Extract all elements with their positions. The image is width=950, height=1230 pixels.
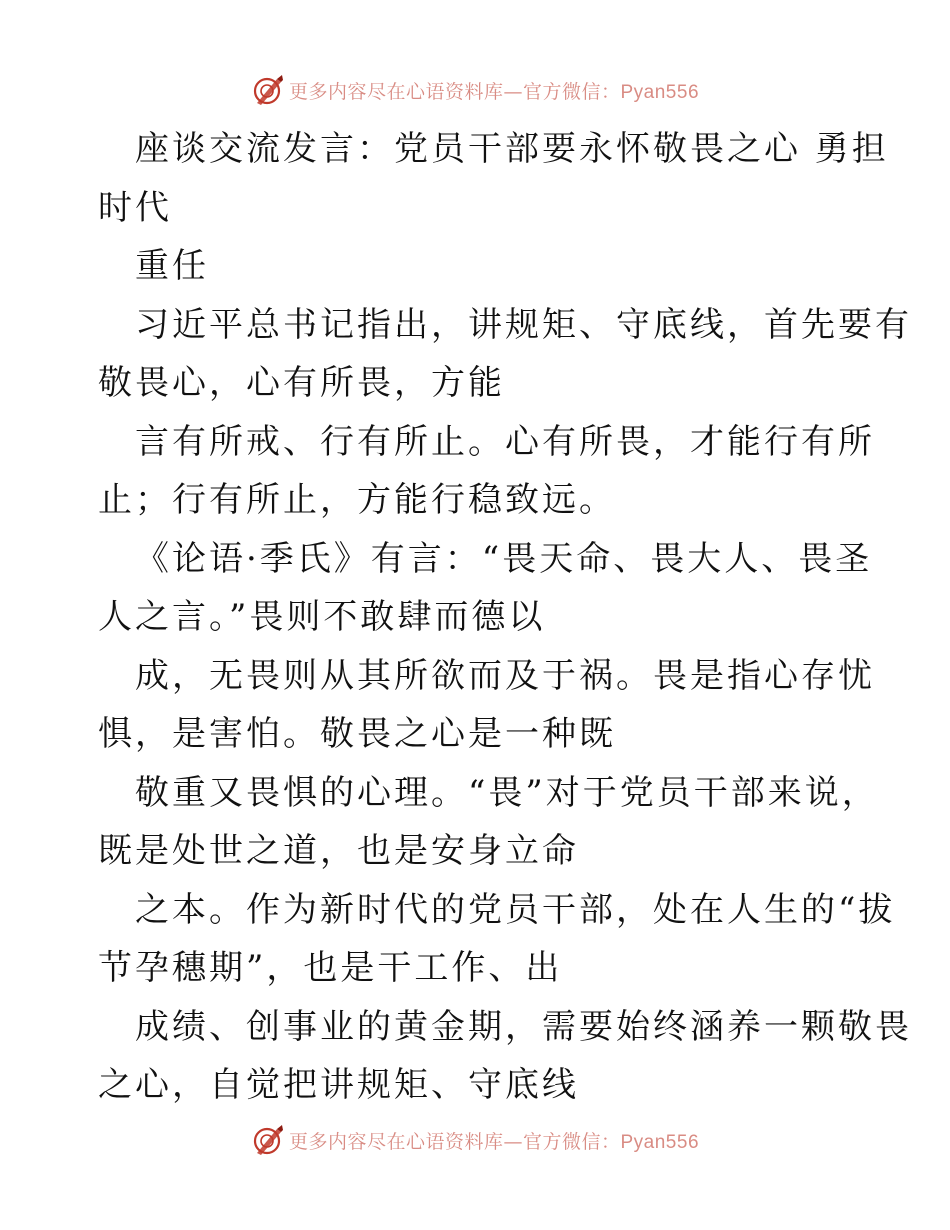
pen-logo-icon: [251, 1123, 285, 1157]
text-line: 成绩、创事业的黄金期，需要始终涵养一颗敬畏: [135, 1006, 912, 1047]
text-line: 习近平总书记指出，讲规矩、守底线，首先要有: [135, 304, 912, 345]
text-line: 止；行有所止，方能行稳致远。: [98, 480, 616, 520]
text-line: 惧，是害怕。敬畏之心是一种既: [98, 714, 616, 754]
text-line: 言有所戒、行有所止。心有所畏，才能行有所: [135, 421, 875, 462]
text-line: 之本。作为新时代的党员干部，处在人生的“拔: [135, 889, 896, 930]
document-body: [98, 120, 912, 1115]
text-line: 既是处世之道，也是安身立命: [98, 831, 579, 871]
text-line: 人之言。”畏则不敢肆而德以: [98, 597, 546, 637]
header-watermark: [0, 70, 950, 110]
pen-logo-icon: [251, 73, 285, 107]
footer-watermark: [0, 1120, 950, 1160]
text-line: 敬畏心，心有所畏，方能: [98, 363, 505, 403]
text-line: 座谈交流发言：党员干部要永怀敬畏之心 勇担: [135, 129, 889, 169]
text-line: 敬重又畏惧的心理。“畏”对于党员干部来说，: [135, 772, 879, 813]
text-line: 《论语·季氏》有言：“畏天命、畏大人、畏圣: [135, 538, 873, 579]
text-line: 之心，自觉把讲规矩、守底线: [98, 1065, 579, 1105]
watermark-text: 更多内容尽在心语资料库—官方微信：Pyan556: [288, 80, 700, 103]
text-line: 节孕穗期”，也是干工作、出: [98, 948, 563, 988]
text-line: 成，无畏则从其所欲而及于祸。畏是指心存忧: [135, 655, 875, 696]
text-line: 重任: [135, 246, 209, 286]
text-line: 时代: [98, 187, 172, 228]
watermark-text: 更多内容尽在心语资料库—官方微信：Pyan556: [288, 1130, 700, 1153]
